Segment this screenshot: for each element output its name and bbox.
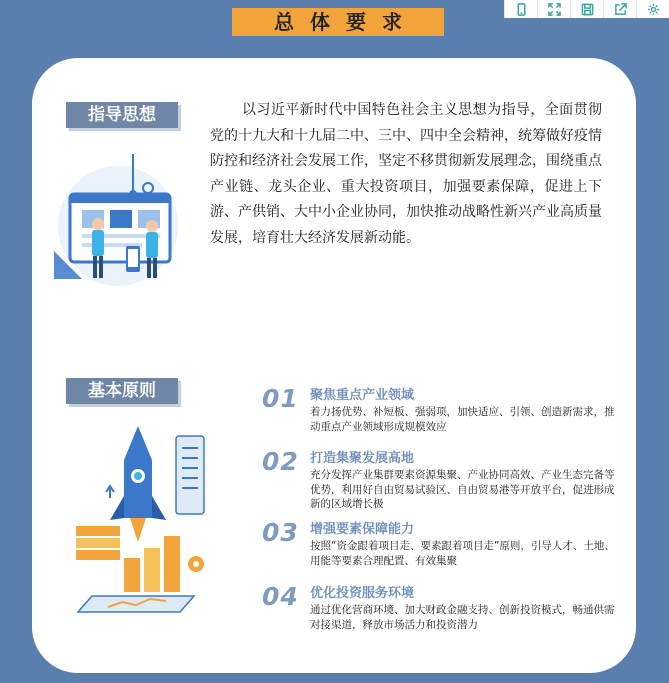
principle-title: 打造集聚发展高地 [310,451,415,466]
content-card [32,58,636,673]
rocket-growth-illustration [58,424,208,619]
save-icon[interactable] [570,0,603,18]
share-icon[interactable] [603,0,636,18]
settings-icon[interactable] [636,0,669,18]
principle-title: 优化投资服务环境 [310,586,415,601]
guiding-thought-tag: 指导思想 [66,102,178,128]
mobile-icon[interactable] [504,0,537,18]
principle-description: 充分发挥产业集群要素资源集聚、产业协同高效、产业生态完备等优势，利用好自由贸易试验区、自由贸易港等开放平台，促进形成新的区域增长极 [310,469,615,510]
principle-title: 增强要素保障能力 [310,522,415,537]
principle-number: 03 [262,518,299,547]
principle-description: 着力扬优势、补短板、强弱项，加快适应、引领、创造新需求，推动重点产业领域形成规模效应 [310,406,615,433]
principle-description: 按照“资金跟着项目走、要素跟着项目走”原则，引导人才、土地、用能等要素合理配置、有效集聚 [310,540,615,567]
toolbar [504,0,669,18]
expand-icon[interactable] [537,0,570,18]
basic-principles-tag: 基本原则 [66,378,178,404]
principle-number: 04 [262,582,299,611]
page-title: 总体要求 [232,8,444,36]
guiding-thought-text: 以习近平新时代中国特色社会主义思想为指导，全面贯彻党的十九大和十九届二中、三中、四中全会精神，统筹做好疫情防控和经济社会发展工作，坚定不移贯彻新发展理念，围绕重点产业链、龙头企业、重大投资项目，加强要素保障，促进上下游、产供销、大中小企业协同，加快推动战略性新兴产业高质量发展，培育壮大经济发展新动能。 [210,102,602,246]
principle-title: 聚焦重点产业领域 [310,388,415,403]
principle-number: 01 [262,384,299,413]
principle-description: 通过优化营商环境、加大财政金融支持、创新投资模式，畅通供需对接渠道，释放市场活力和投资潜力 [310,604,615,631]
principle-number: 02 [262,447,299,476]
team-dashboard-illustration [48,154,188,289]
